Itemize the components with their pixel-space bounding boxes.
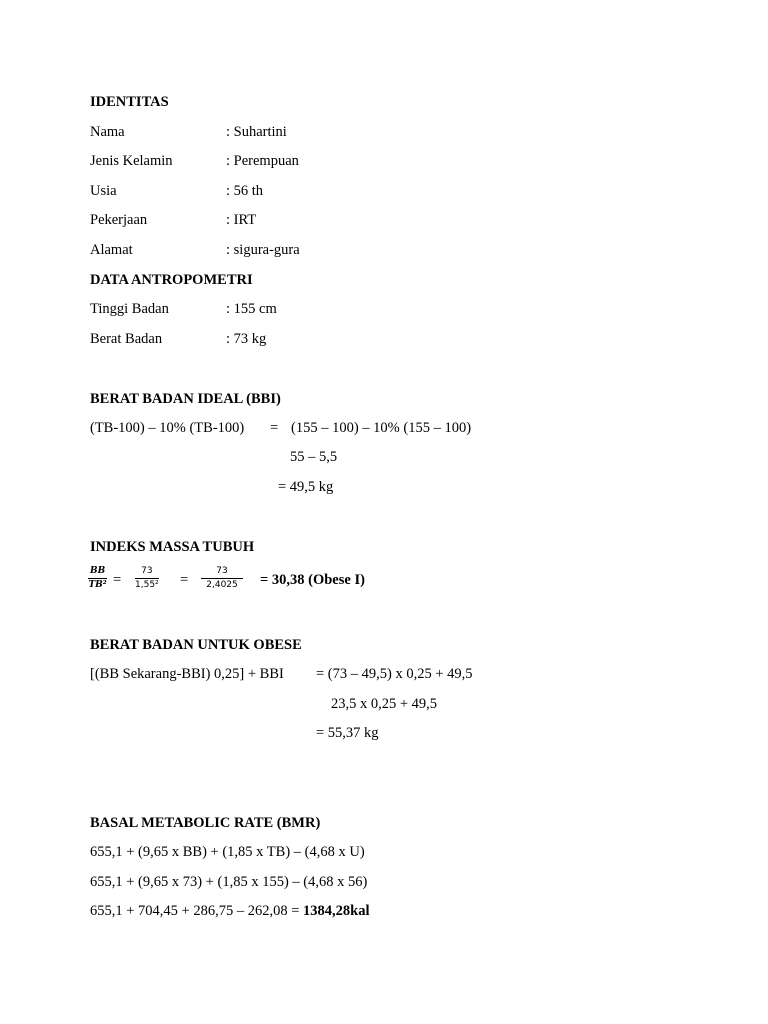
imt-frac2-denominator: 1,55² <box>135 580 159 590</box>
imt-frac1-denominator: TB² <box>88 580 107 590</box>
bbi-step2: 55 – 5,5 <box>290 449 338 465</box>
imt-eq2: = <box>180 572 189 588</box>
tinggi-badan-label: Tinggi Badan <box>90 301 169 317</box>
bmr-result: 1384,28kal <box>303 903 370 919</box>
bmr-heading: BASAL METABOLIC RATE (BMR) <box>90 815 321 831</box>
alamat-label: Alamat <box>90 242 133 258</box>
pekerjaan-label: Pekerjaan <box>90 212 148 228</box>
bbi-result: = 49,5 kg <box>278 479 334 495</box>
imt-fraction-bb-tb <box>88 566 107 591</box>
bbi-heading: BERAT BADAN IDEAL (BBI) <box>90 391 281 407</box>
imt-frac3-numerator: 73 <box>201 566 243 579</box>
bbi-formula: (TB-100) – 10% (TB-100) <box>90 420 245 436</box>
usia-value: : 56 th <box>226 183 264 199</box>
identitas-heading: IDENTITAS <box>90 94 169 110</box>
bmr-line1: 655,1 + (9,65 x BB) + (1,85 x TB) – (4,68 x U) <box>90 844 365 860</box>
bb-obese-formula: [(BB Sekarang-BBI) 0,25] + BBI <box>90 666 284 682</box>
imt-frac2-numerator: 73 <box>135 566 159 579</box>
nama-label: Nama <box>90 124 125 140</box>
bbi-step1: (155 – 100) – 10% (155 – 100) <box>291 420 472 436</box>
jenis-kelamin-label: Jenis Kelamin <box>90 153 173 169</box>
imt-frac3-denominator: 2,4025 <box>206 580 238 590</box>
berat-badan-label: Berat Badan <box>90 331 163 347</box>
imt-eq1: = <box>113 572 122 588</box>
imt-fraction-73-155 <box>135 566 159 591</box>
tinggi-badan-value: : 155 cm <box>226 301 277 317</box>
bb-obese-step1: = (73 – 49,5) x 0,25 + 49,5 <box>316 666 473 682</box>
berat-badan-value: : 73 kg <box>226 331 267 347</box>
bb-obese-result: = 55,37 kg <box>316 725 379 741</box>
bmr-line2: 655,1 + (9,65 x 73) + (1,85 x 155) – (4,68 x 56) <box>90 874 368 890</box>
usia-label: Usia <box>90 183 117 199</box>
imt-frac1-numerator: BB <box>88 566 107 579</box>
pekerjaan-value: : IRT <box>226 212 257 228</box>
imt-result: = 30,38 (Obese I) <box>260 572 365 588</box>
alamat-value: : sigura-gura <box>226 242 300 258</box>
imt-heading: INDEKS MASSA TUBUH <box>90 539 255 555</box>
bmr-line3-prefix: 655,1 + 704,45 + 286,75 – 262,08 = <box>90 903 304 919</box>
bmr-line3 <box>90 902 370 920</box>
antropometri-heading: DATA ANTROPOMETRI <box>90 272 253 288</box>
bb-obese-heading: BERAT BADAN UNTUK OBESE <box>90 637 302 653</box>
jenis-kelamin-value: : Perempuan <box>226 153 299 169</box>
bb-obese-step2: 23,5 x 0,25 + 49,5 <box>331 696 438 712</box>
nama-value: : Suhartini <box>226 124 287 140</box>
imt-fraction-73-24025 <box>201 566 243 591</box>
bbi-equals: = <box>270 420 279 436</box>
